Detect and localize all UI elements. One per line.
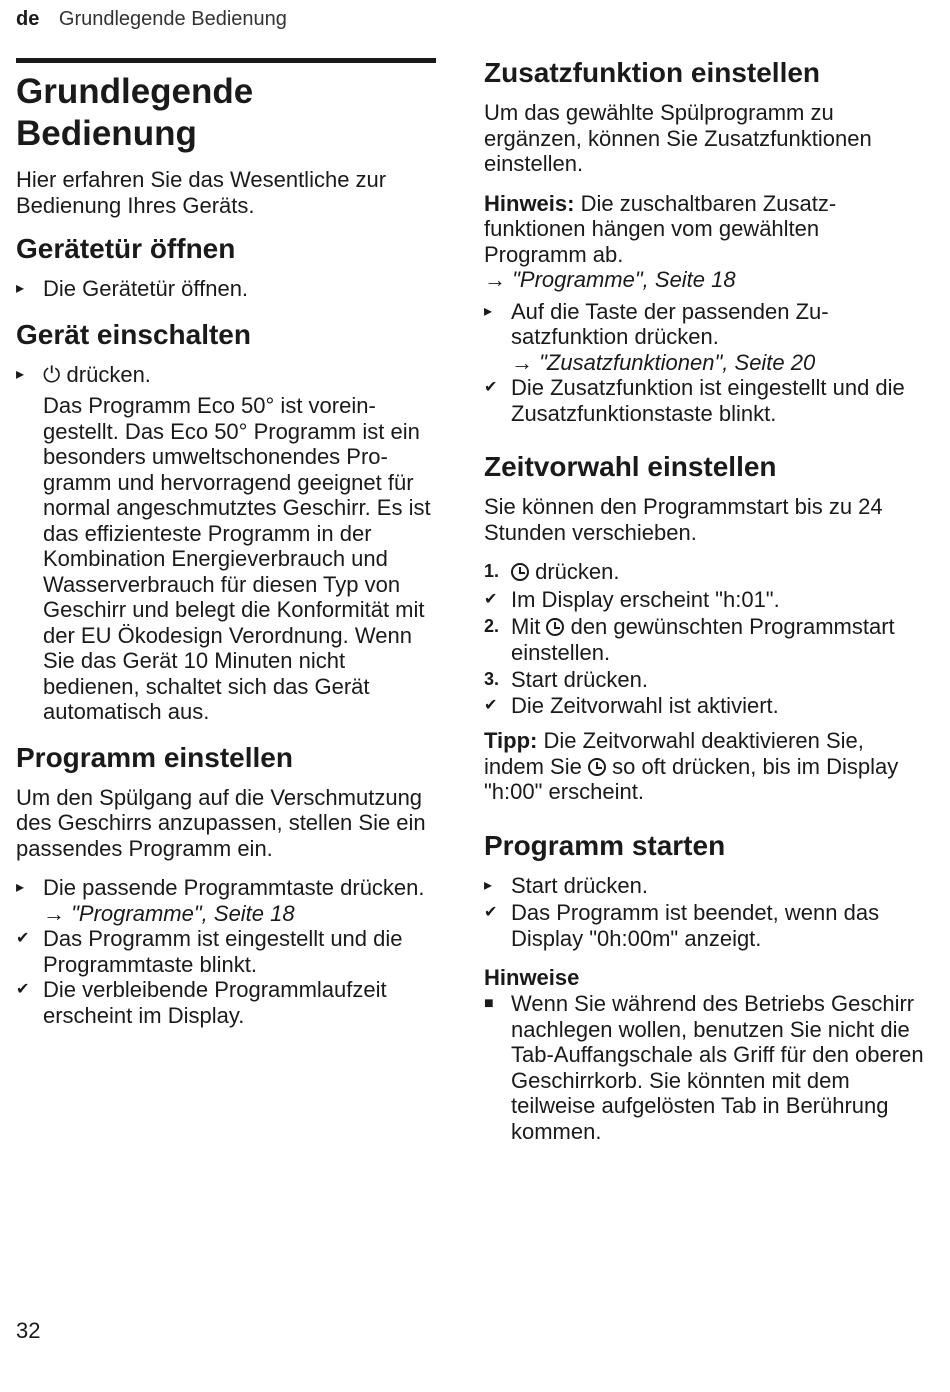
- title-rule: [16, 58, 436, 63]
- reference-text: "Zusatzfunktionen", Seite 20: [539, 349, 816, 375]
- tip-paragraph: [484, 728, 924, 805]
- step-text: drücken.: [563, 872, 648, 898]
- step-number: 1.: [484, 561, 500, 581]
- step-item: [16, 362, 436, 388]
- result-text: Im Display erscheint "h:01".: [511, 586, 780, 612]
- result-item: [484, 375, 924, 426]
- step-text: Die passende Programmtaste drücken.: [43, 875, 425, 900]
- step-text-start: Mit: [511, 614, 541, 639]
- clock-icon: [588, 758, 606, 776]
- check-icon: ✔: [16, 981, 30, 998]
- reference-text: "Programme", Seite 18: [71, 900, 295, 926]
- cross-reference: [43, 901, 436, 927]
- result-item: [16, 977, 436, 1028]
- note-paragraph: [484, 191, 924, 293]
- note-label: Hinweis:: [484, 190, 575, 216]
- arrow-icon: →: [484, 267, 506, 292]
- tip-text-end: so oft drücken, bis im Display "h:00" erscheint.: [484, 753, 899, 804]
- note-text: Die zuschaltbaren Zusatzfunktionen hängen vom gewählten Programm ab.: [484, 190, 837, 267]
- section-start-program: [484, 829, 924, 1145]
- step-text: drücken.: [535, 559, 620, 584]
- result-item: [484, 693, 924, 719]
- result-text: Die Zeitvorwahl ist aktiviert.: [511, 692, 779, 718]
- step-text: drücken.: [66, 361, 151, 387]
- note-text: Wenn Sie während des Betriebs Geschirr nachlegen wollen, benutzen Sie nicht die Tab-Auffangschale als Griff für den oberen Geschirrkorb. Sie könnten mit dem teilweise aufgelösten Tab in Berührung kommen.: [511, 991, 924, 1144]
- left-column: [16, 58, 436, 1044]
- section-switch-on: [16, 318, 436, 725]
- check-icon: ✔: [484, 904, 498, 921]
- section-extra-function: [484, 56, 924, 426]
- reference-text: "Programme", Seite 18: [512, 267, 736, 292]
- triangle-icon: ▸: [16, 365, 25, 383]
- power-icon: ⏻: [43, 361, 61, 387]
- result-item: [484, 587, 924, 613]
- check-icon: ✔: [16, 930, 30, 947]
- note-item: [484, 991, 924, 1144]
- step-item: [16, 276, 436, 302]
- section-heading: Gerät einschalten: [16, 318, 251, 350]
- arrow-icon: →: [43, 900, 65, 926]
- step-text-end: den gewünschten Programmstart einstellen.: [511, 614, 895, 665]
- step-text: drücken.: [563, 667, 648, 692]
- step-detail: Das Programm Eco 50° ist voreingestellt. Das Eco 50° Programm ist ein besonders umweltschonendes Programm und hervorragend geeignet für normal angeschmutztes Geschirr. Es ist das effizienteste Programm in der Kombination Energieverbrauch und Wasserverbrauch für diesen Typ von Geschirr und belegt die Konformität mit der EU Ökodesign Verordnung. Wenn Sie das Gerät 10 Minuten nicht bedienen, schaltet sich das Gerät automatisch aus.: [43, 393, 431, 724]
- result-text: Die Zusatzfunktion ist eingestellt und die Zusatzfunktionstaste blinkt.: [511, 375, 905, 426]
- numbered-step: [484, 614, 924, 665]
- step-item: [484, 873, 924, 899]
- arrow-icon: →: [511, 349, 533, 375]
- tip-text-start: Die Zeitvorwahl deaktivieren Sie, indem Sie: [484, 728, 864, 779]
- notes-heading: Hinweise: [484, 965, 580, 990]
- step-text: Auf die Taste der passenden Zusatzfunktion drücken.: [511, 298, 829, 349]
- section-program: [16, 741, 436, 1029]
- check-icon: ✔: [484, 379, 498, 396]
- step-text: Die Gerätetür öffnen.: [43, 276, 249, 301]
- step-item: [16, 875, 436, 926]
- section-intro: Um das gewählte Spülprogramm zu ergänzen, können Sie Zusatzfunktionen einstellen.: [484, 100, 872, 176]
- result-text: Die verbleibende Programmlaufzeit erscheint im Display.: [43, 977, 387, 1028]
- clock-icon: [546, 618, 564, 636]
- button-name: Start: [511, 872, 558, 898]
- result-item: [484, 900, 924, 951]
- button-name: Start: [511, 667, 558, 692]
- step-number: 3.: [484, 669, 500, 689]
- section-intro: Um den Spülgang auf die Verschmutzung des Geschirrs anzupassen, stellen Sie ein passendes Programm ein.: [16, 784, 426, 861]
- right-column: [484, 56, 924, 1160]
- page-number: 32: [16, 1318, 41, 1343]
- step-number: 2.: [484, 616, 500, 636]
- numbered-step: [484, 559, 924, 585]
- section-delay-start: [484, 450, 924, 805]
- section-heading: Programm starten: [484, 829, 726, 861]
- section-heading: Zusatzfunktion einstellen: [484, 57, 821, 88]
- section-heading: Programm einstellen: [16, 741, 293, 773]
- clock-icon: [511, 563, 529, 581]
- step-item: [484, 299, 924, 376]
- intro-text: Hier erfahren Sie das Wesentliche zur Bedienung Ihres Geräts.: [16, 167, 387, 218]
- result-text: Das Programm ist beendet, wenn das Display "0h:00m" anzeigt.: [511, 900, 880, 951]
- result-item: [16, 926, 436, 977]
- check-icon: ✔: [484, 696, 498, 714]
- running-header: [16, 8, 287, 31]
- result-text: Das Programm ist eingestellt und die Programmtaste blinkt.: [43, 926, 403, 977]
- language-code: de: [16, 8, 40, 30]
- page-title: Grundlegende Bedienung: [16, 72, 254, 153]
- cross-reference: [511, 350, 924, 376]
- section-heading: Zeitvorwahl einstellen: [484, 451, 777, 482]
- triangle-icon: ▸: [16, 879, 25, 896]
- check-icon: ✔: [484, 590, 498, 608]
- tip-label: Tipp:: [484, 728, 538, 753]
- cross-reference: [484, 267, 924, 293]
- section-door: [16, 232, 436, 302]
- section-heading: Gerätetür öffnen: [16, 233, 236, 264]
- section-intro: Sie können den Programmstart bis zu 24 Stunden verschieben.: [484, 494, 883, 545]
- triangle-icon: ▸: [484, 302, 493, 320]
- running-header-title: Grundlegende Bedienung: [58, 8, 287, 30]
- square-bullet-icon: ■: [484, 995, 494, 1012]
- triangle-icon: ▸: [484, 876, 493, 894]
- triangle-icon: ▸: [16, 280, 25, 297]
- numbered-step: [484, 667, 924, 693]
